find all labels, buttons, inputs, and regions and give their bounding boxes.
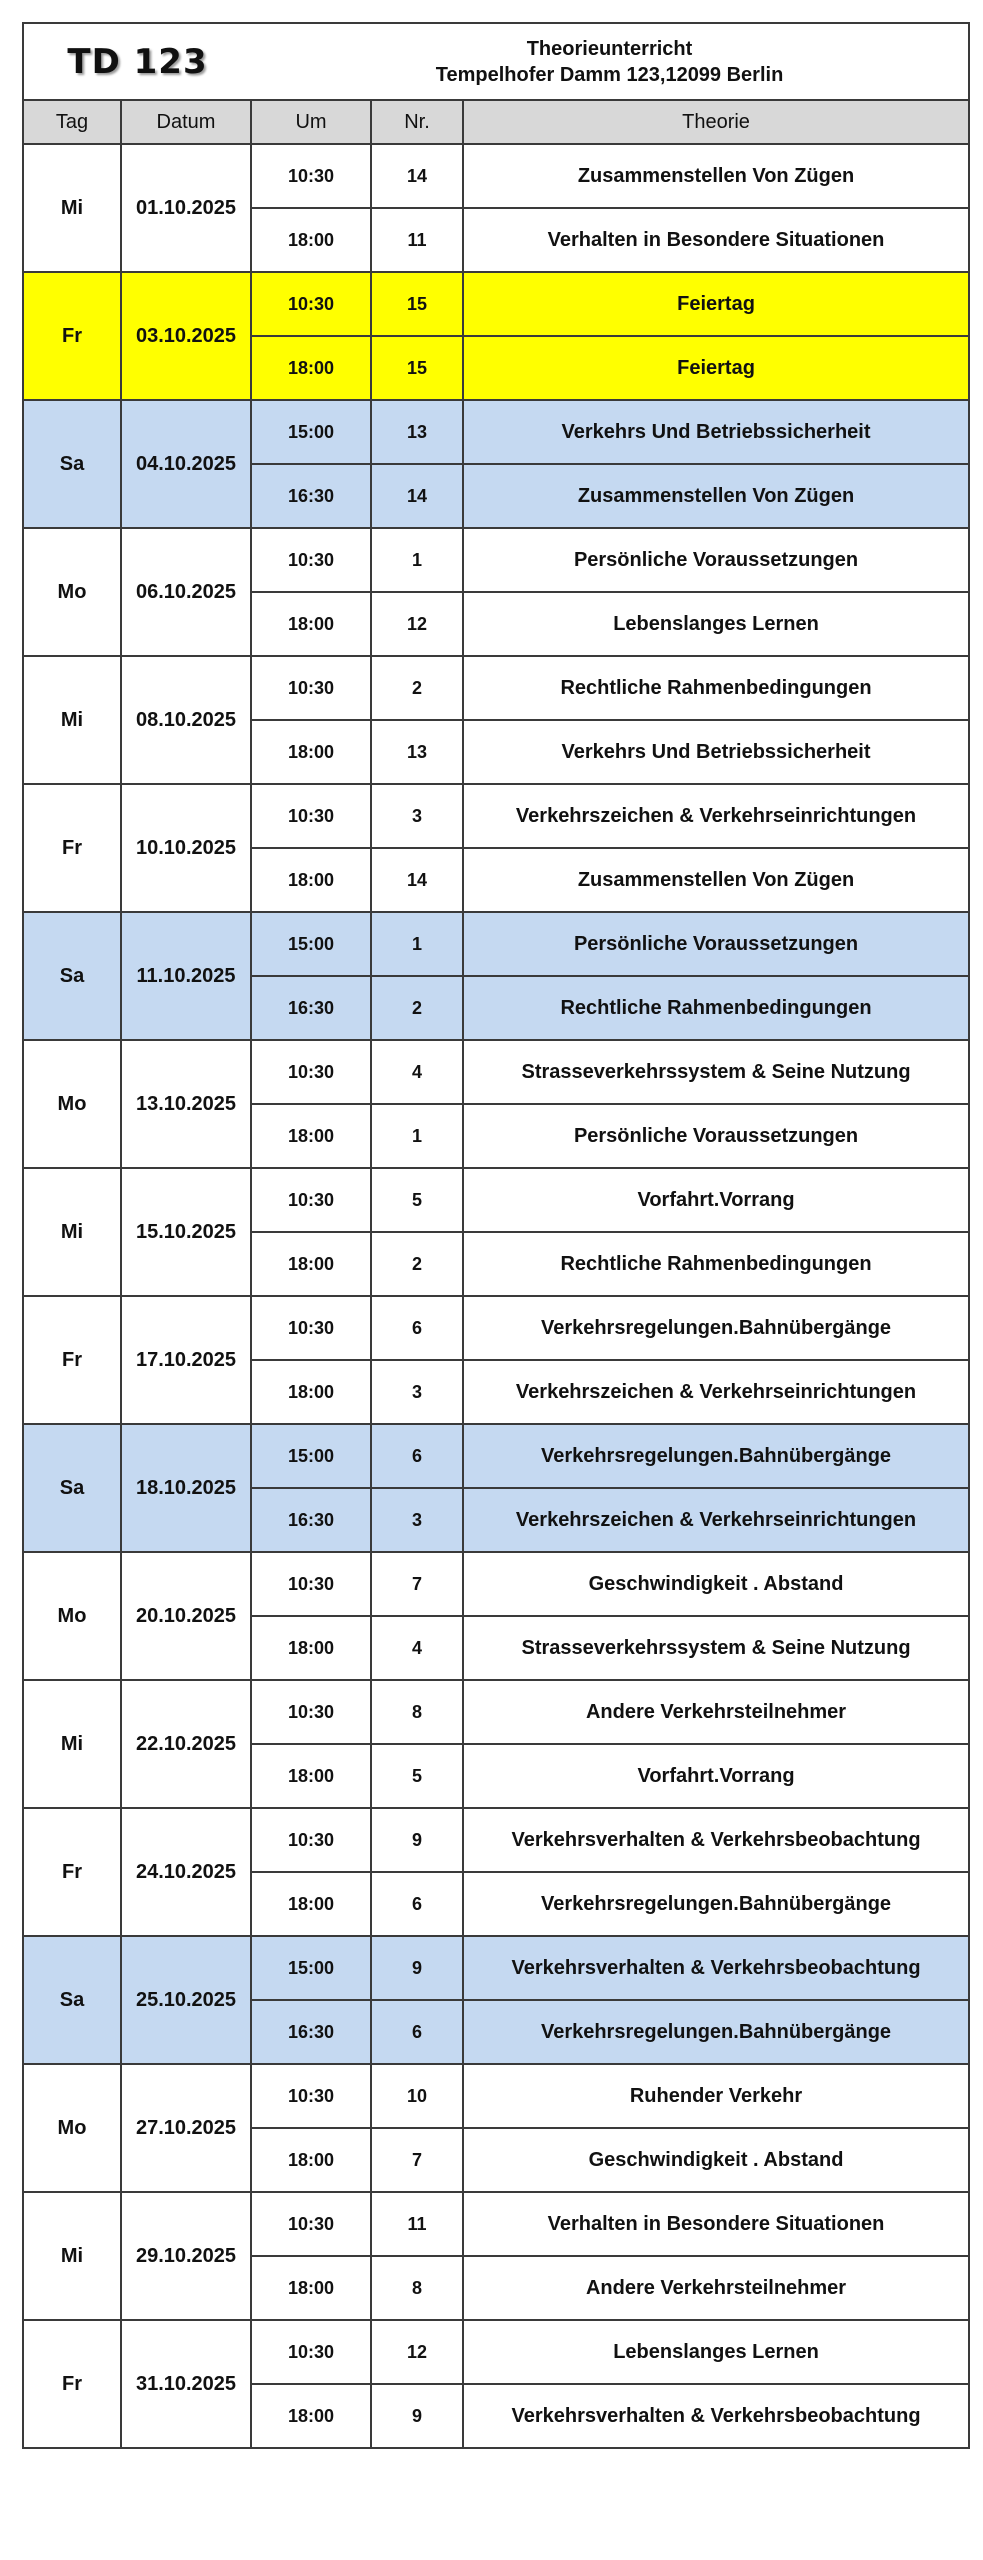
lesson-number-cell: 6 — [371, 1424, 463, 1488]
time-cell: 18:00 — [251, 1872, 371, 1936]
day-cell: Mo — [23, 2064, 121, 2192]
time-cell: 10:30 — [251, 2192, 371, 2256]
lesson-number-cell: 13 — [371, 400, 463, 464]
title-cell — [251, 23, 969, 100]
column-header-nr: Nr. — [371, 100, 463, 144]
lesson-number-cell: 4 — [371, 1040, 463, 1104]
lesson-number-cell: 3 — [371, 1360, 463, 1424]
time-cell: 10:30 — [251, 272, 371, 336]
lesson-number-cell: 9 — [371, 2384, 463, 2448]
day-cell: Sa — [23, 1424, 121, 1552]
lesson-number-cell: 15 — [371, 272, 463, 336]
time-cell: 15:00 — [251, 1424, 371, 1488]
time-cell: 16:30 — [251, 464, 371, 528]
topic-cell: Verkehrsregelungen.Bahnübergänge — [463, 1296, 969, 1360]
lesson-number-cell: 14 — [371, 848, 463, 912]
time-cell: 18:00 — [251, 1104, 371, 1168]
time-cell: 10:30 — [251, 1040, 371, 1104]
time-cell: 16:30 — [251, 1488, 371, 1552]
lesson-number-cell: 7 — [371, 1552, 463, 1616]
date-cell: 24.10.2025 — [121, 1808, 251, 1936]
time-cell: 18:00 — [251, 720, 371, 784]
lesson-number-cell: 6 — [371, 1872, 463, 1936]
table-row — [23, 1424, 969, 1488]
topic-cell: Geschwindigkeit . Abstand — [463, 1552, 969, 1616]
topic-cell: Persönliche Voraussetzungen — [463, 912, 969, 976]
column-header-datum: Datum — [121, 100, 251, 144]
day-cell: Mi — [23, 1168, 121, 1296]
date-cell: 29.10.2025 — [121, 2192, 251, 2320]
topic-cell: Rechtliche Rahmenbedingungen — [463, 656, 969, 720]
date-cell: 25.10.2025 — [121, 1936, 251, 2064]
topic-cell: Verhalten in Besondere Situationen — [463, 2192, 969, 2256]
date-cell: 31.10.2025 — [121, 2320, 251, 2448]
school-address: Tempelhofer Damm 123,12099 Berlin — [435, 63, 784, 86]
lesson-number-cell: 13 — [371, 720, 463, 784]
time-cell: 16:30 — [251, 2000, 371, 2064]
date-cell: 11.10.2025 — [121, 912, 251, 1040]
time-cell: 18:00 — [251, 1360, 371, 1424]
lesson-number-cell: 8 — [371, 1680, 463, 1744]
time-cell: 10:30 — [251, 144, 371, 208]
lesson-number-cell: 3 — [371, 784, 463, 848]
lesson-number-cell: 1 — [371, 528, 463, 592]
topic-cell: Verkehrsregelungen.Bahnübergänge — [463, 2000, 969, 2064]
topic-cell: Verkehrs Und Betriebssicherheit — [463, 400, 969, 464]
date-cell: 10.10.2025 — [121, 784, 251, 912]
topic-cell: Verkehrsregelungen.Bahnübergänge — [463, 1424, 969, 1488]
date-cell: 01.10.2025 — [121, 144, 251, 272]
topic-cell: Strasseverkehrssystem & Seine Nutzung — [463, 1040, 969, 1104]
day-cell: Mi — [23, 2192, 121, 2320]
topic-cell: Verkehrsverhalten & Verkehrsbeobachtung — [463, 1808, 969, 1872]
topic-cell: Verkehrszeichen & Verkehrseinrichtungen — [463, 1360, 969, 1424]
lesson-number-cell: 2 — [371, 1232, 463, 1296]
table-row — [23, 1936, 969, 2000]
topic-cell: Feiertag — [463, 336, 969, 400]
table-row — [23, 1808, 969, 1872]
day-cell: Sa — [23, 400, 121, 528]
lesson-number-cell: 14 — [371, 144, 463, 208]
time-cell: 15:00 — [251, 400, 371, 464]
table-row — [23, 1296, 969, 1360]
lesson-number-cell: 2 — [371, 976, 463, 1040]
table-row — [23, 912, 969, 976]
table-row — [23, 528, 969, 592]
logo-cell — [23, 23, 251, 100]
topic-cell: Verkehrsverhalten & Verkehrsbeobachtung — [463, 1936, 969, 2000]
topic-cell: Verhalten in Besondere Situationen — [463, 208, 969, 272]
day-cell: Fr — [23, 1296, 121, 1424]
lesson-number-cell: 12 — [371, 592, 463, 656]
lesson-number-cell: 1 — [371, 912, 463, 976]
time-cell: 10:30 — [251, 2064, 371, 2128]
document-title: Theorieunterricht — [526, 37, 693, 60]
time-cell: 15:00 — [251, 1936, 371, 2000]
topic-cell: Strasseverkehrssystem & Seine Nutzung — [463, 1616, 969, 1680]
day-cell: Sa — [23, 912, 121, 1040]
topic-cell: Verkehrsregelungen.Bahnübergänge — [463, 1872, 969, 1936]
day-cell: Mo — [23, 1552, 121, 1680]
day-cell: Fr — [23, 272, 121, 400]
time-cell: 10:30 — [251, 1552, 371, 1616]
lesson-number-cell: 9 — [371, 1936, 463, 2000]
time-cell: 16:30 — [251, 976, 371, 1040]
table-row — [23, 656, 969, 720]
lesson-number-cell: 2 — [371, 656, 463, 720]
topic-cell: Vorfahrt.Vorrang — [463, 1744, 969, 1808]
topic-cell: Verkehrszeichen & Verkehrseinrichtungen — [463, 784, 969, 848]
topic-cell: Rechtliche Rahmenbedingungen — [463, 976, 969, 1040]
day-cell: Mo — [23, 1040, 121, 1168]
lesson-number-cell: 10 — [371, 2064, 463, 2128]
date-cell: 22.10.2025 — [121, 1680, 251, 1808]
time-cell: 18:00 — [251, 208, 371, 272]
day-cell: Fr — [23, 1808, 121, 1936]
topic-cell: Geschwindigkeit . Abstand — [463, 2128, 969, 2192]
lesson-number-cell: 4 — [371, 1616, 463, 1680]
date-cell: 13.10.2025 — [121, 1040, 251, 1168]
table-row — [23, 1168, 969, 1232]
topic-cell: Andere Verkehrsteilnehmer — [463, 2256, 969, 2320]
topic-cell: Persönliche Voraussetzungen — [463, 1104, 969, 1168]
table-row — [23, 1040, 969, 1104]
column-header-theorie: Theorie — [463, 100, 969, 144]
column-header-um: Um — [251, 100, 371, 144]
lesson-number-cell: 14 — [371, 464, 463, 528]
table-row — [23, 784, 969, 848]
time-cell: 10:30 — [251, 528, 371, 592]
topic-cell: Lebenslanges Lernen — [463, 592, 969, 656]
table-row — [23, 400, 969, 464]
topic-cell: Rechtliche Rahmenbedingungen — [463, 1232, 969, 1296]
schedule-body — [23, 144, 969, 2448]
topic-cell: Zusammenstellen Von Zügen — [463, 464, 969, 528]
time-cell: 10:30 — [251, 656, 371, 720]
time-cell: 18:00 — [251, 2128, 371, 2192]
date-cell: 17.10.2025 — [121, 1296, 251, 1424]
lesson-number-cell: 7 — [371, 2128, 463, 2192]
lesson-number-cell: 8 — [371, 2256, 463, 2320]
column-header-tag: Tag — [23, 100, 121, 144]
table-row — [23, 144, 969, 208]
day-cell: Fr — [23, 2320, 121, 2448]
table-row — [23, 1680, 969, 1744]
time-cell: 18:00 — [251, 2384, 371, 2448]
time-cell: 18:00 — [251, 1616, 371, 1680]
lesson-number-cell: 3 — [371, 1488, 463, 1552]
lesson-number-cell: 6 — [371, 1296, 463, 1360]
title-row — [23, 23, 969, 100]
lesson-number-cell: 11 — [371, 2192, 463, 2256]
schedule-table — [22, 22, 970, 2449]
time-cell: 10:30 — [251, 1808, 371, 1872]
time-cell: 18:00 — [251, 336, 371, 400]
topic-cell: Zusammenstellen Von Zügen — [463, 848, 969, 912]
topic-cell: Feiertag — [463, 272, 969, 336]
topic-cell: Ruhender Verkehr — [463, 2064, 969, 2128]
table-row — [23, 272, 969, 336]
school-logo: TD 123 — [67, 41, 208, 82]
table-row — [23, 2320, 969, 2384]
day-cell: Mo — [23, 528, 121, 656]
time-cell: 10:30 — [251, 1296, 371, 1360]
topic-cell: Verkehrs Und Betriebssicherheit — [463, 720, 969, 784]
lesson-number-cell: 1 — [371, 1104, 463, 1168]
lesson-number-cell: 6 — [371, 2000, 463, 2064]
date-cell: 03.10.2025 — [121, 272, 251, 400]
topic-cell: Vorfahrt.Vorrang — [463, 1168, 969, 1232]
column-header-row — [23, 100, 969, 144]
topic-cell: Persönliche Voraussetzungen — [463, 528, 969, 592]
topic-cell: Zusammenstellen Von Zügen — [463, 144, 969, 208]
time-cell: 18:00 — [251, 2256, 371, 2320]
lesson-number-cell: 11 — [371, 208, 463, 272]
date-cell: 15.10.2025 — [121, 1168, 251, 1296]
time-cell: 18:00 — [251, 1744, 371, 1808]
table-row — [23, 2192, 969, 2256]
time-cell: 18:00 — [251, 1232, 371, 1296]
table-row — [23, 1552, 969, 1616]
day-cell: Mi — [23, 656, 121, 784]
date-cell: 08.10.2025 — [121, 656, 251, 784]
date-cell: 27.10.2025 — [121, 2064, 251, 2192]
day-cell: Sa — [23, 1936, 121, 2064]
lesson-number-cell: 5 — [371, 1744, 463, 1808]
lesson-number-cell: 12 — [371, 2320, 463, 2384]
date-cell: 20.10.2025 — [121, 1552, 251, 1680]
topic-cell: Andere Verkehrsteilnehmer — [463, 1680, 969, 1744]
date-cell: 18.10.2025 — [121, 1424, 251, 1552]
time-cell: 10:30 — [251, 2320, 371, 2384]
time-cell: 18:00 — [251, 848, 371, 912]
time-cell: 10:30 — [251, 784, 371, 848]
time-cell: 10:30 — [251, 1168, 371, 1232]
topic-cell: Verkehrszeichen & Verkehrseinrichtungen — [463, 1488, 969, 1552]
topic-cell: Verkehrsverhalten & Verkehrsbeobachtung — [463, 2384, 969, 2448]
lesson-number-cell: 15 — [371, 336, 463, 400]
lesson-number-cell: 9 — [371, 1808, 463, 1872]
topic-cell: Lebenslanges Lernen — [463, 2320, 969, 2384]
day-cell: Fr — [23, 784, 121, 912]
date-cell: 04.10.2025 — [121, 400, 251, 528]
time-cell: 18:00 — [251, 592, 371, 656]
table-row — [23, 2064, 969, 2128]
day-cell: Mi — [23, 1680, 121, 1808]
time-cell: 10:30 — [251, 1680, 371, 1744]
lesson-number-cell: 5 — [371, 1168, 463, 1232]
date-cell: 06.10.2025 — [121, 528, 251, 656]
day-cell: Mi — [23, 144, 121, 272]
time-cell: 15:00 — [251, 912, 371, 976]
